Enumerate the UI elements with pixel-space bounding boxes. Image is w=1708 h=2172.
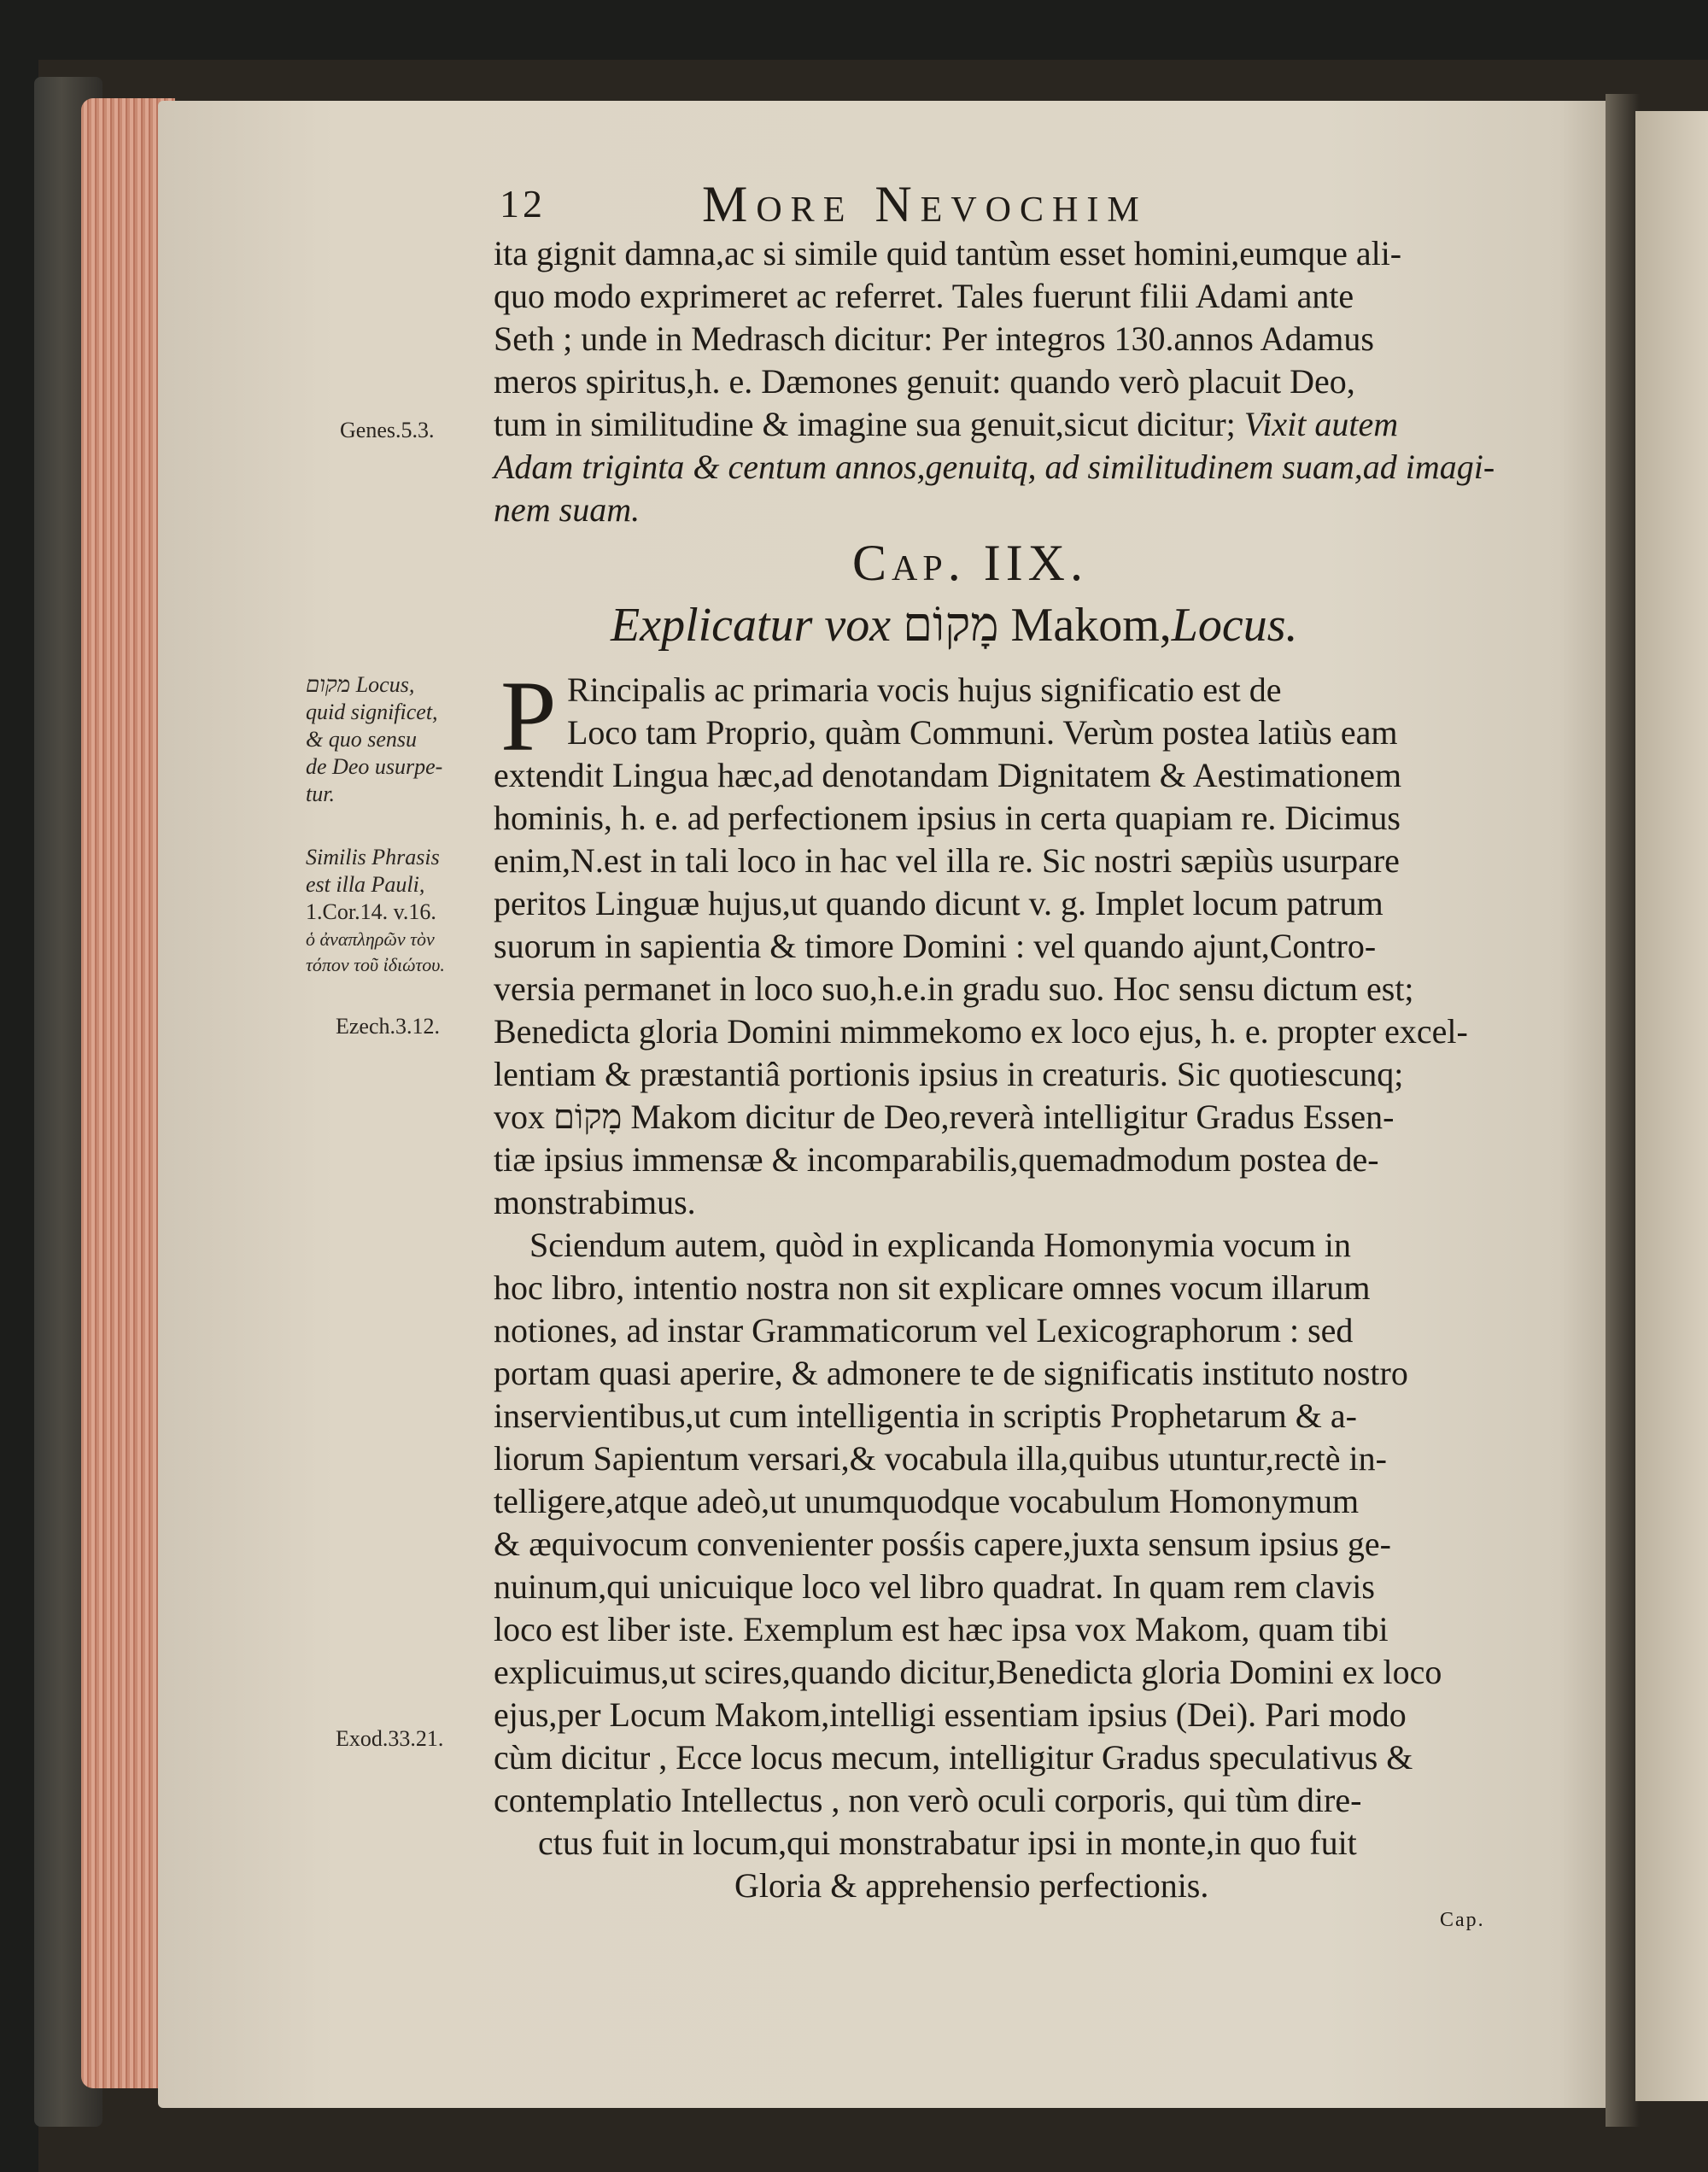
body-line: notiones, ad instar Grammaticorum vel Lexicographorum : sed — [494, 1311, 1354, 1349]
body-line: extendit Lingua hæc,ad denotandam Dignitatem & Aestimationem — [494, 756, 1402, 794]
body-line: explicuimus,ut scires,quando dicitur,Benedicta gloria Domini ex loco — [494, 1653, 1442, 1691]
body-line: nuinum,qui unicuique loco vel libro quadrat. In quam rem clavis — [494, 1567, 1375, 1606]
body-line: loco est liber iste. Exemplum est hæc ipsa vox Makom, quam tibi — [494, 1610, 1389, 1648]
quote-line: nem suam. — [494, 490, 640, 529]
body-line: Loco tam Proprio, quàm Communi. Verùm postea latiùs eam — [567, 713, 1398, 752]
body-line: peritos Linguæ hujus,ut quando dicunt v. g. Implet locum patrum — [494, 884, 1383, 922]
margin-note-makom: quid significet, — [306, 700, 438, 724]
body-line: cùm dicitur , Ecce locus mecum, intelligitur Gradus speculativus & — [494, 1738, 1413, 1777]
body-line: Gloria & apprehensio perfectionis. — [734, 1866, 1209, 1905]
body-line: tiæ ipsius immensæ & incomparabilis,quemadmodum postea de- — [494, 1140, 1379, 1179]
intro-line: Seth ; unde in Medrasch dicitur: Per integros 130.annos Adamus — [494, 319, 1374, 358]
body-line: enim,N.est in tali loco in hac vel illa re. Sic nostri sæpiùs usurpare — [494, 841, 1400, 880]
subtitle-post: Locus. — [1171, 599, 1298, 652]
body-line: hominis, h. e. ad perfectionem ipsius in certa quapiam re. Dicimus — [494, 799, 1401, 837]
body-line: liorum Sapientum versari,& vocabula illa,quibus utuntur,rectè in- — [494, 1439, 1387, 1478]
body-line: monstrabimus. — [494, 1183, 696, 1221]
body-line: inservientibus,ut cum intelligentia in scriptis Prophetarum & a- — [494, 1396, 1357, 1435]
body-line: ejus,per Locum Makom,intelligi essentiam ipsius (Dei). Pari modo — [494, 1695, 1407, 1734]
margin-note-paul: ὁ ἀναπληρῶν τὸν — [306, 928, 435, 950]
body-line: contemplatio Intellectus , non verò oculi corporis, qui tùm dire- — [494, 1781, 1362, 1819]
margin-note-ezech: Ezech.3.12. — [336, 1014, 441, 1039]
chapter-title: Cap. IIX. — [852, 535, 1088, 591]
body-line: hoc libro, intentio nostra non sit explicare omnes vocum illarum — [494, 1268, 1371, 1307]
quote-line: Adam triginta & centum annos,genuitq, ad similitudinem suam,ad imagi- — [494, 448, 1495, 486]
margin-note-makom: de Deo usurpe- — [306, 754, 443, 779]
margin-note-makom: מקום Locus, — [306, 672, 415, 697]
intro-line — [494, 403, 1398, 446]
body-line: telligere,atque adeò,ut unumquodque vocabulum Homonymum — [494, 1482, 1360, 1520]
margin-note-paul: 1.Cor.14. v.16. — [306, 899, 436, 924]
page-gutter — [1606, 94, 1640, 2127]
margin-note-paul: τόπον τοῦ ἰδιώτου. — [306, 954, 445, 975]
catchword: Cap. — [1440, 1909, 1485, 1931]
body-line: Sciendum autem, quòd in explicanda Homonymia vocum in — [529, 1226, 1352, 1264]
body-line: & æquivocum convenienter posśis capere,juxta sensum ipsius ge- — [494, 1525, 1391, 1563]
margin-note-paul: Similis Phrasis — [306, 845, 440, 869]
body-line: ctus fuit in locum,qui monstrabatur ipsi in monte,in quo fuit — [538, 1824, 1357, 1862]
running-head: More Nevochim — [702, 176, 1148, 232]
facing-page-edge — [1635, 111, 1708, 2101]
margin-note-makom: & quo sensu — [306, 727, 417, 752]
intro-line: meros spiritus,h. e. Dæmones genuit: quando verò placuit Deo, — [494, 362, 1355, 401]
subtitle-pre: Explicatur vox — [611, 599, 892, 652]
intro-line-text: tum in similitudine & imagine sua genuit,sicut dicitur; — [494, 405, 1236, 443]
body-line: portam quasi aperire, & admonere te de significatis instituto nostro — [494, 1354, 1408, 1392]
page-number: 12 — [500, 182, 546, 225]
chapter-subtitle — [611, 598, 1298, 653]
body-line: Benedicta gloria Domini mimmekomo ex loco ejus, h. e. propter excel- — [494, 1012, 1468, 1051]
margin-note-exod: Exod.33.21. — [336, 1726, 444, 1751]
body-line: Rincipalis ac primaria vocis hujus significatio est de — [567, 670, 1282, 709]
margin-note-makom: tur. — [306, 782, 335, 806]
body-line: suorum in sapientia & timore Domini : vel quando ajunt,Contro- — [494, 927, 1377, 965]
margin-note-paul: est illa Pauli, — [306, 872, 425, 897]
body-line: lentiam & præstantiâ portionis ipsius in creaturis. Sic quotiescunq; — [494, 1055, 1404, 1093]
drop-capital: P — [500, 660, 557, 772]
intro-line: ita gignit damna,ac si simile quid tantùm esset homini,eumque ali- — [494, 234, 1402, 272]
body-line: vox מָקוֹם Makom dicitur de Deo,reverà intelligitur Gradus Essen- — [494, 1098, 1395, 1136]
subtitle-hebrew: מָקוֹם — [903, 599, 999, 652]
margin-note-genesis: Genes.5.3. — [340, 418, 435, 442]
body-line: versia permanet in loco suo,h.e.in gradu suo. Hoc sensu dictum est; — [494, 969, 1414, 1008]
quote-start: Vixit autem — [1243, 405, 1399, 443]
intro-line: quo modo exprimeret ac referret. Tales fuerunt filii Adami ante — [494, 277, 1354, 315]
subtitle-word: Makom, — [1010, 599, 1172, 652]
